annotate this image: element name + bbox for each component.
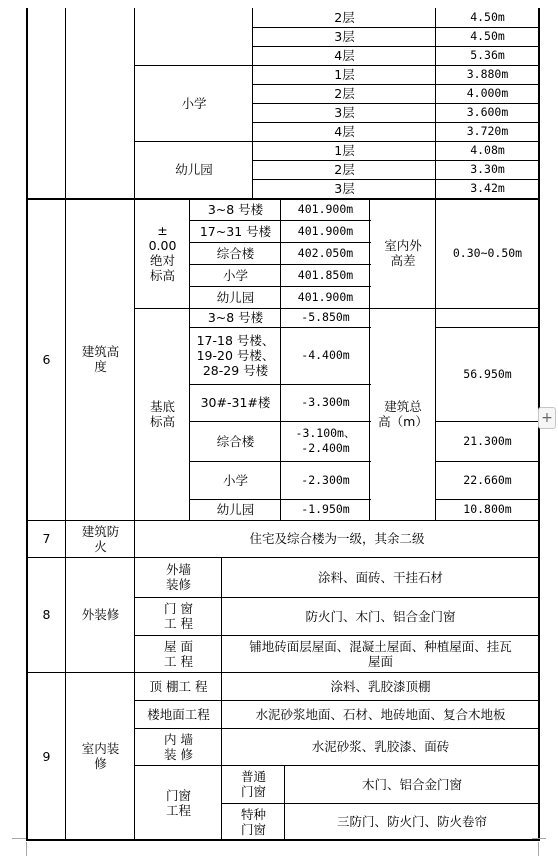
row-border [189,286,371,287]
total-height-value: 56.950m [463,366,512,381]
column-border [221,557,222,841]
sub-label: 屋 面 工 程 [164,638,193,669]
item-value: 水泥砂浆地面、石材、地砖地面、复合木地板 [255,706,506,722]
building-name-cell: 幼儿园 [216,289,255,305]
item-value: 涂料、面砖、干挂石材 [317,569,443,585]
item-value: 涂料、乳胶漆顶棚 [330,678,431,694]
row-border [26,198,540,200]
row-border [134,308,540,309]
item-number: 9 [42,748,51,764]
floor-cell: 4层 [334,124,355,139]
item-value: 三防门、防火门、防火卷帘 [336,814,487,829]
sub-label: ± 0.00 绝对 标高 [148,223,177,283]
crop-mark [532,838,546,839]
floor-cell: 1层 [334,143,355,158]
floor-cell: 1层 [334,67,355,82]
total-height-value: 10.800m [463,502,512,516]
item-value: 木门、铝合金门窗 [361,776,462,792]
row-border [189,264,371,265]
total-height-value: 22.660m [463,472,512,487]
floor-height-cell: 4.08m [470,143,505,157]
row-border [435,499,540,500]
floor-height-cell: 3.600m [466,105,509,119]
elevation-value: 401.850m [297,267,354,282]
sub-label: 室内外 高差 [384,238,422,268]
row-border [252,179,540,180]
building-name-cell: 小学 [222,267,248,283]
item-label: 外装修 [81,607,120,622]
sub-label: 特种 门窗 [240,806,266,837]
item-value: 住宅及综合楼为一级，其余二级 [249,531,425,546]
indoor-outdoor-diff: 0.30~0.50m [452,245,523,260]
building-name-cell: 综合楼 [216,245,255,261]
floor-cell: 2层 [334,10,355,25]
base-elevation-value: -3.100m、 -2.400m [295,426,356,455]
floor-height-cell: 3.880m [466,67,509,81]
row-border [26,672,540,673]
row-border [189,220,371,221]
column-border [26,8,28,841]
crop-mark [538,842,539,856]
building-name-cell: 综合楼 [216,433,255,449]
building-name-cell: 30#-31#楼 [200,395,271,410]
sub-label: 内 墙 装 修 [164,731,193,762]
row-border [134,765,540,766]
row-border [134,597,540,598]
row-border [189,242,371,243]
floor-height-cell: 3.30m [470,162,505,176]
floor-height-cell: 3.720m [466,124,509,138]
column-border [369,198,370,521]
floor-cell: 3层 [334,105,355,120]
row-border [26,839,540,841]
floor-cell: 2层 [334,86,355,101]
add-row-button[interactable]: + [538,407,556,429]
item-number: 8 [42,607,51,622]
building-name-cell: 17~31 号楼 [199,223,272,239]
sub-label: 门窗 工程 [165,787,191,818]
item-value: 防火门、木门、铝合金门窗 [305,608,456,624]
row-border [189,461,371,462]
item-number: 7 [42,531,51,546]
sub-label: 普通 门窗 [240,769,266,799]
floor-height-cell: 3.42m [470,181,505,195]
row-border [134,635,540,636]
sub-label: 基底 标高 [149,399,175,429]
sub-label: 外墙 装修 [165,562,191,592]
building-name-cell: 17-18 号楼、 19-20 号楼、 28-29 号楼 [196,333,275,378]
row-border [134,141,540,142]
floor-cell: 4层 [334,48,355,63]
item-label: 室内装 修 [81,741,120,771]
base-elevation-value: -3.300m [301,395,350,409]
row-border [189,421,371,422]
building-name-cell: 小学 [222,472,248,488]
floor-height-cell: 4.50m [470,10,505,24]
row-border [134,700,540,701]
row-border [26,557,540,558]
base-elevation-value: -5.850m [301,310,350,324]
elevation-value: 401.900m [297,223,354,238]
building-name-cell: 3~8 号楼 [207,310,264,325]
row-border [26,520,540,521]
row-border [189,499,371,500]
row-border [252,160,540,161]
column-border [189,198,190,521]
floor-cell: 3层 [334,181,355,196]
row-border [252,84,540,85]
item-number: 6 [42,351,51,367]
row-border [189,384,371,385]
row-border [252,122,540,123]
floor-height-cell: 5.36m [470,48,505,62]
column-border [65,8,66,841]
sub-label: 门 窗 工 程 [164,601,193,631]
elevation-value: 402.050m [297,245,354,260]
floor-cell: 2层 [334,162,355,177]
sub-label: 楼地面工程 [147,706,210,722]
elevation-value: 401.900m [297,289,354,304]
building-name-cell: 幼儿园 [175,162,213,177]
sub-label: 建筑总 高（m） [378,399,428,429]
building-name-cell: 小学 [181,95,207,111]
elevation-value: 401.900m [297,201,354,216]
item-label: 建筑高 度 [81,344,120,374]
item-label: 建筑防 火 [81,523,120,554]
building-name-cell: 3~8 号楼 [207,201,264,217]
row-border [252,103,540,104]
base-elevation-value: -2.300m [301,472,350,487]
row-border [221,803,540,804]
row-border [189,327,371,328]
column-border [134,8,135,841]
total-height-value: 21.300m [463,433,512,448]
item-value: 铺地砖面层屋面、混凝土屋面、种植屋面、挂瓦 屋面 [249,638,512,669]
floor-height-cell: 4.000m [466,86,509,100]
sub-label: 顶 棚工 程 [149,678,208,694]
column-border [435,198,436,521]
crop-mark [26,842,27,856]
base-elevation-value: -1.950m [301,502,350,516]
row-border [134,728,540,729]
row-border [134,65,540,66]
row-border [435,327,540,328]
item-value: 水泥砂浆、乳胶漆、面砖 [311,739,450,754]
row-border [252,27,540,28]
row-border [435,421,540,422]
floor-cell: 3层 [334,29,355,44]
floor-height-cell: 4.50m [470,29,505,43]
row-border [252,46,540,47]
column-border [280,198,281,521]
building-name-cell: 幼儿园 [216,502,255,517]
crop-mark [12,838,26,839]
base-elevation-value: -4.400m [301,348,350,362]
row-border [435,461,540,462]
